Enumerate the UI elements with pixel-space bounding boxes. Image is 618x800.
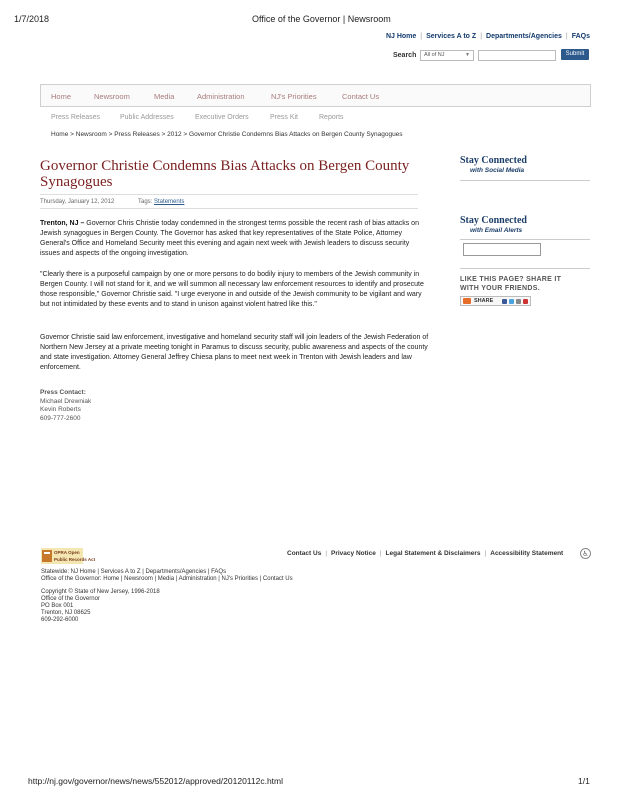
article-date: Thursday, January 12, 2012 bbox=[40, 199, 115, 205]
footer-statewide[interactable]: Statewide: NJ Home | Services A to Z | Departments/Agencies | FAQs bbox=[41, 569, 227, 575]
dateline: Trenton, NJ – bbox=[40, 220, 85, 227]
nav-contact[interactable]: Contact Us bbox=[342, 92, 380, 101]
top-link-nj-home[interactable]: NJ Home bbox=[385, 33, 417, 40]
footer-address-3: Trenton, NJ 08625 bbox=[41, 610, 91, 616]
sidebar-divider bbox=[460, 180, 590, 181]
share-icon bbox=[463, 298, 471, 304]
contact-name-2: Kevin Roberts bbox=[40, 406, 81, 413]
tags-label: Tags: bbox=[138, 199, 153, 205]
footer-address-4: 609-292-6000 bbox=[41, 617, 79, 623]
footer-link-legal[interactable]: Legal Statement & Disclaimers bbox=[385, 550, 481, 557]
footer-link-privacy[interactable]: Privacy Notice bbox=[331, 550, 376, 557]
footer-office-links[interactable]: Office of the Governor: Home | Newsroom | Media | Administration | NJ's Priorities | Contact Us bbox=[41, 576, 293, 582]
contact-phone: 609-777-2600 bbox=[40, 414, 81, 422]
nav-priorities[interactable]: NJ's Priorities bbox=[271, 92, 317, 101]
share-prompt-line-2: WITH YOUR FRIENDS. bbox=[460, 285, 540, 292]
search-scope-select[interactable] bbox=[420, 50, 474, 61]
footer-address-1: Office of the Governor bbox=[41, 596, 100, 602]
subnav-press-releases[interactable]: Press Releases bbox=[51, 114, 101, 121]
footer-copyright: Copyright © State of New Jersey, 1996-2018 bbox=[41, 589, 160, 595]
sidebar-divider bbox=[460, 239, 590, 240]
accessibility-icon[interactable]: ♿ bbox=[580, 548, 591, 559]
social-heading: Stay Connected bbox=[460, 155, 527, 166]
footer-address-2: PO Box 001 bbox=[41, 603, 74, 609]
footer-link-accessibility[interactable]: Accessibility Statement bbox=[490, 550, 564, 557]
tag-link-statements[interactable]: Statements bbox=[154, 199, 185, 205]
press-contact bbox=[40, 389, 91, 423]
page-title: Governor Christie Condemns Bias Attacks on Bergen County Synagogues bbox=[40, 158, 410, 190]
paragraph-2: "Clearly there is a purposeful campaign by one or more persons to do bodily injury to members of the Jewish community in Bergen County. I will not stand for it, and we will summon all necessary law enforcement resources to identify and prosecute those responsible," Governor Christie said. "I urge everyone in and outside of the Jewish community to be vigilant and wary but not intimidated by these events and to stand in unison against violent hatred like this." bbox=[40, 271, 424, 308]
nav-media[interactable]: Media bbox=[154, 92, 175, 101]
search-input[interactable] bbox=[478, 50, 556, 61]
print-date: 1/7/2018 bbox=[14, 14, 50, 24]
press-contact-heading: Press Contact: bbox=[40, 389, 86, 396]
share-label: SHARE bbox=[474, 298, 494, 304]
email-subheading[interactable]: with Email Alerts bbox=[470, 227, 523, 234]
print-title: Office of the Governor | Newsroom bbox=[252, 14, 391, 24]
facebook-icon bbox=[502, 299, 507, 304]
chevron-down-icon: ▼ bbox=[465, 52, 470, 58]
footer-links: Contact Us | Privacy Notice | Legal Statement & Disclaimers | Accessibility Statement bbox=[287, 550, 564, 557]
title-divider bbox=[40, 194, 418, 195]
more-icon bbox=[523, 299, 528, 304]
twitter-icon bbox=[509, 299, 514, 304]
share-prompt-line-1: LIKE THIS PAGE? SHARE IT bbox=[460, 276, 562, 283]
meta-divider bbox=[40, 208, 418, 209]
nav-administration[interactable]: Administration bbox=[197, 92, 245, 101]
email-heading: Stay Connected bbox=[460, 215, 527, 226]
footer-link-contact[interactable]: Contact Us bbox=[287, 550, 322, 557]
article-tags bbox=[138, 199, 184, 205]
top-link-services[interactable]: Services A to Z bbox=[426, 33, 477, 40]
opra-logo[interactable] bbox=[41, 548, 96, 564]
top-link-faqs[interactable]: FAQs bbox=[571, 33, 590, 40]
sidebar-divider bbox=[460, 268, 590, 269]
nav-newsroom[interactable]: Newsroom bbox=[94, 92, 130, 101]
opra-logo-line-2: Public Records Act bbox=[54, 557, 96, 562]
print-page-number: 1/1 bbox=[578, 776, 590, 786]
paragraph-1: Governor Chris Christie today condemned in the strongest terms possible the recent rash of bias attacks on Jewish synagogues in Bergen County. The Governor has asked that key representatives of the State Police, Attorney General's Office and Homeland Security meet this evening and again next week with Jewish leaders to discuss security issues and aspects of the ongoing investigation. bbox=[40, 220, 419, 257]
top-link-departments[interactable]: Departments/Agencies bbox=[486, 33, 562, 40]
email-icon bbox=[516, 299, 521, 304]
subnav-executive-orders[interactable]: Executive Orders bbox=[195, 114, 249, 121]
search-label: Search bbox=[393, 52, 417, 59]
nav-home[interactable]: Home bbox=[51, 92, 72, 101]
subnav-press-kit[interactable]: Press Kit bbox=[270, 114, 299, 121]
paragraph-3: Governor Christie said law enforcement, investigative and homeland security staff will join leaders of the Jewish Federation of Northern New Jersey at a private meeting tonight in Paramus to discuss security, public awareness and aspects of the county and state investigation. Attorney General Jeffrey Chiesa plans to meet next week in Trenton with Jewish leaders and law enforcement. bbox=[40, 334, 429, 371]
social-subheading[interactable]: with Social Media bbox=[470, 167, 525, 174]
main-nav bbox=[40, 84, 591, 107]
email-input[interactable] bbox=[463, 243, 541, 256]
share-button[interactable] bbox=[460, 296, 531, 306]
subnav-reports[interactable]: Reports bbox=[319, 114, 344, 121]
article-paragraph bbox=[40, 219, 430, 259]
search-submit-button[interactable]: Submit bbox=[561, 49, 589, 60]
share-prompt bbox=[460, 275, 561, 293]
opra-logo-line-1: OPRA Open bbox=[54, 550, 80, 555]
top-links: NJ Home | Services A to Z | Departments/Agencies | FAQs bbox=[385, 33, 590, 40]
contact-name-1: Michael Drewniak bbox=[40, 397, 92, 405]
print-url: http://nj.gov/governor/news/news/552012/approved/20120112c.html bbox=[28, 776, 284, 786]
breadcrumb[interactable]: Home > Newsroom > Press Releases > 2012 > Governor Christie Condemns Bias Attacks on Bergen County Synagogues bbox=[51, 131, 403, 138]
search-scope-value: All of NJ bbox=[424, 52, 445, 58]
subnav-public-addresses[interactable]: Public Addresses bbox=[120, 114, 174, 121]
